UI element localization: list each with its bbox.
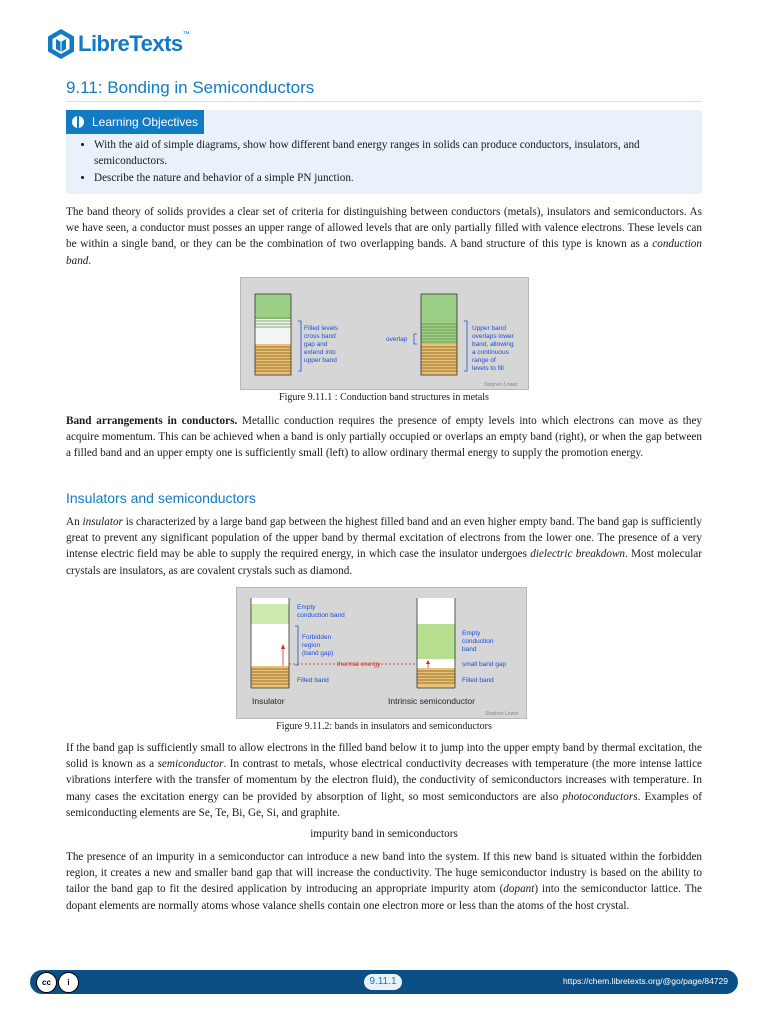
- left-band-stack: [255, 294, 291, 375]
- paragraph-impurity: The presence of an impurity in a semiconductor can introduce a new band into the system. If this new band is situated within the forbidden region, it creates a new and smaller band gap that will increase the conductivity. The huge semiconductor industry is based on the ability to tailor the band gap to fit the desired application by introducing an appropriate impurity atom (dopant) into the semiconductor lattice. The dopant elements are normally atoms whose valance shells contain one electron more or less than the atoms of the host crystal.: [66, 851, 702, 912]
- forbidden-label: region: [302, 642, 321, 649]
- page-number: 9.11.1: [364, 974, 402, 990]
- insulator-label: Insulator: [252, 696, 285, 706]
- forbidden-label: Forbidden: [302, 634, 332, 641]
- learning-objectives-list: [80, 138, 694, 189]
- paragraph-band-theory: The band theory of solids provides a clear set of criteria for distinguishing between conductors (metals), insulators and semiconductors. As we have seen, a conductor must posses an upper range of allowed levels that are only partially filled with valence electrons. These levels can be within a single band, or they can be the combination of two overlapping bands. A band structure of this type is known as a conduction band.: [66, 206, 702, 267]
- figure-caption: Figure 9.11.2: bands in insulators and semiconductors: [276, 721, 492, 732]
- figure-credit: Stephen Lower: [484, 382, 518, 388]
- filled-band-label: Filled band: [297, 677, 329, 684]
- list-item: • With the aid of simple diagrams, show how different band energy ranges in solids can produce conductors, insulators, and semiconductors.: [94, 138, 694, 169]
- learning-objectives-box: [66, 110, 702, 194]
- intrinsic-label: Intrinsic semiconductor: [388, 696, 475, 706]
- paragraph-insulator: An insulator is characterized by a large band gap between the highest filled band and an even higher empty band. The band gap is sufficiently great to prevent any significant population of the upper band by thermal excitation of electrons from the lower one. The presence of a very intense electric field may be able to supply the required energy, in which case the insulator undergoes dielectric breakdown. Most molecular crystals are insulators, as are covalent crystals such as diamond.: [66, 516, 702, 577]
- right-label-line: band, allowing: [472, 341, 514, 348]
- page-title: 9.11: Bonding in Semiconductors: [66, 78, 702, 102]
- right-label-line: a continuous: [472, 349, 509, 356]
- left-label-line: cross band: [304, 333, 336, 340]
- paragraph-semiconductor: If the band gap is sufficiently small to allow electrons in the filled band below it to jump into the upper empty band by thermal excitation, the solid is known as a semiconductor. In contrast to metals, whose electrical conductivity decreases with temperature (the more intense lattice vibrations interfere with the transfer of momentum by the electron fluid), the conductivity of semiconductors increases with temperature. In many cases the excitation energy can be provided by absorption of light, so most semiconductors are also photoconductors. Examples of semiconducting elements are Se, Te, Bi, Ge, Si, and graphite.: [66, 742, 702, 819]
- page-url-link[interactable]: https://chem.libretexts.org/@go/page/84729: [562, 976, 728, 986]
- right-label-line: levels to fill: [472, 365, 504, 372]
- left-label-line: upper band: [304, 357, 337, 364]
- impurity-heading: impurity band in semiconductors: [310, 828, 458, 840]
- objectives-icon: [72, 116, 84, 128]
- forbidden-label: (band gap): [302, 650, 334, 657]
- empty-conduction-label: Empty: [297, 604, 316, 611]
- learning-objectives-label: Learning Objectives: [92, 115, 199, 129]
- small-gap-label: small band gap: [462, 661, 507, 668]
- section-heading: Insulators and semiconductors: [66, 490, 256, 506]
- list-item: • Describe the nature and behavior of a simple PN junction.: [94, 171, 694, 187]
- right-label-line: Upper band: [472, 325, 506, 332]
- figure-conduction-bands: [240, 277, 529, 390]
- cc-license-badge[interactable]: [36, 972, 80, 993]
- cc-icon: cc: [36, 972, 57, 993]
- empty-right-label: Empty: [462, 630, 481, 637]
- attribution-icon: i: [58, 972, 79, 993]
- right-band-stack: [421, 294, 457, 375]
- paragraph-conductors: Band arrangements in conductors. Metallic conduction requires the presence of empty levels into which electrons can move as they acquire momentum. This can be achieved when a band is only partially occupied or overlaps an empty band (right), or when the gap between a filled band and an upper empty one is sufficiently small (left) to allow ordinary thermal energy to supply the promotion energy.: [66, 415, 702, 460]
- libretexts-logo-icon: [46, 28, 76, 60]
- filled-right-label: Filled band: [462, 677, 494, 684]
- libretexts-logo[interactable]: [46, 28, 189, 60]
- overlap-label: overlap: [386, 336, 408, 343]
- figure-credit: Stephen Lower: [485, 711, 519, 717]
- page-footer: [30, 970, 738, 994]
- logo-text: LibreTexts™: [78, 31, 190, 56]
- empty-conduction-label: conduction band: [297, 612, 345, 619]
- right-label-line: overlaps lower: [472, 333, 514, 340]
- right-label-line: range of: [472, 357, 496, 364]
- left-label-line: Filled levels: [304, 325, 338, 332]
- empty-right-label: band: [462, 646, 477, 653]
- insulator-semiconductor-diagram: [237, 588, 526, 718]
- figure-insulator-semiconductor: [236, 587, 527, 719]
- figure-caption: Figure 9.11.1 : Conduction band structures in metals: [279, 392, 489, 403]
- empty-right-label: conduction: [462, 638, 494, 645]
- learning-objectives-tab: [66, 110, 204, 134]
- left-label-line: gap and: [304, 341, 328, 348]
- conduction-band-diagram: [241, 278, 528, 389]
- left-label-line: extend into: [304, 349, 336, 356]
- thermal-energy-label: thermal energy: [337, 661, 381, 668]
